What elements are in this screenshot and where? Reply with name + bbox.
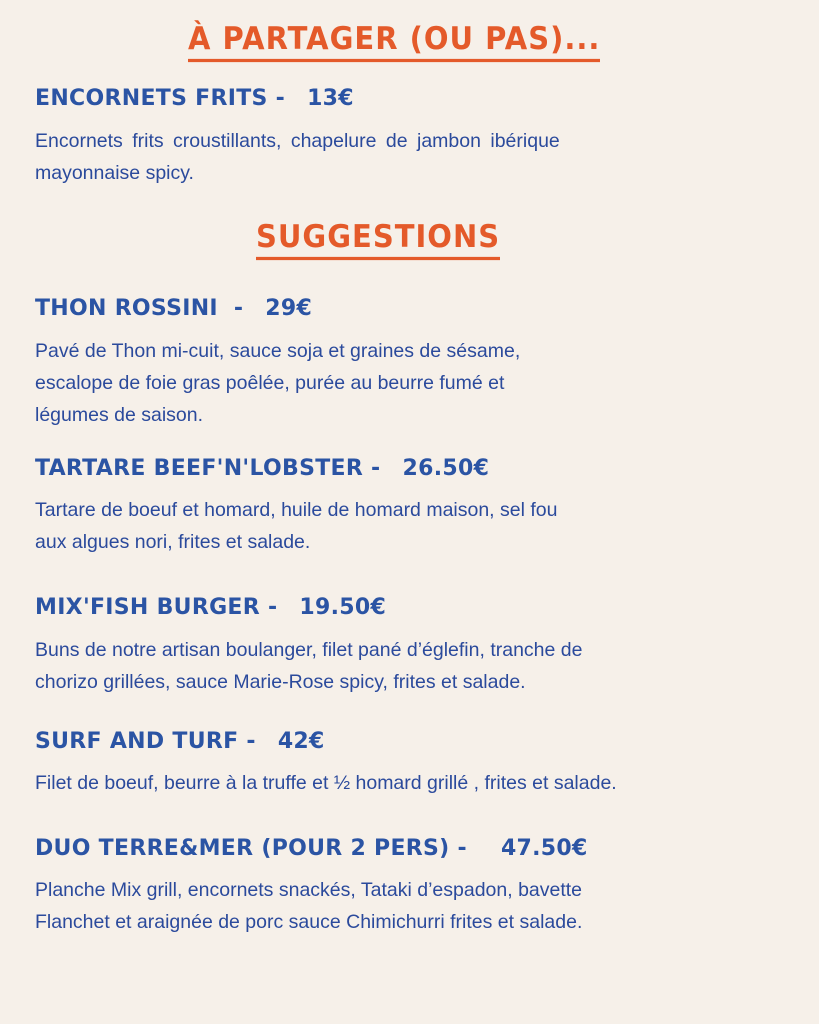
menu-item-title	[35, 729, 325, 754]
description-line: Flanchet et araignée de porc sauce Chimichurri frites et salade.	[35, 911, 583, 933]
item-name: THON ROSSINI -	[35, 296, 244, 321]
description-line: aux algues nori, frites et salade.	[35, 531, 311, 553]
description-line: Planche Mix grill, encornets snackés, Tataki d’espadon, bavette	[35, 879, 583, 901]
item-price: 13€	[307, 86, 354, 111]
menu-item-description	[35, 494, 557, 558]
menu-item-title	[35, 595, 386, 620]
menu-item-description	[35, 125, 560, 189]
item-price: 47.50€	[500, 836, 588, 861]
item-price: 19.50€	[299, 595, 387, 620]
item-name: DUO TERRE&MER (POUR 2 PERS) -	[35, 836, 467, 861]
section-title-text: SUGGESTIONS	[256, 218, 501, 255]
menu-item-description	[35, 634, 582, 698]
menu-item-title	[35, 456, 489, 481]
description-line: escalope de foie gras poêlée, purée au beurre fumé et	[35, 372, 505, 394]
description-line: Filet de boeuf, beurre à la truffe et ½ homard grillé , frites et salade.	[35, 772, 617, 794]
item-name: TARTARE BEEF'N'LOBSTER -	[35, 456, 381, 481]
item-price: 29€	[265, 296, 313, 321]
section-title-underline	[256, 257, 500, 260]
section-title-a-partager	[188, 20, 600, 62]
item-name: MIX'FISH BURGER -	[35, 595, 278, 620]
description-line: chorizo grillées, sauce Marie-Rose spicy, frites et salade.	[35, 671, 526, 693]
menu-item-title	[35, 836, 588, 861]
menu-item-title	[35, 296, 312, 321]
menu-item-title	[35, 86, 354, 111]
description-line: Tartare de boeuf et homard, huile de homard maison, sel fou	[35, 499, 558, 521]
description-line: mayonnaise spicy.	[35, 162, 194, 184]
description-line: légumes de saison.	[35, 404, 204, 426]
item-price: 26.50€	[402, 456, 490, 481]
section-title-suggestions	[256, 218, 500, 260]
description-line: Encornets frits croustillants, chapelure de jambon ibérique	[35, 130, 560, 152]
item-name: ENCORNETS FRITS -	[35, 86, 286, 111]
item-price: 42€	[277, 729, 325, 754]
section-title-underline	[188, 59, 600, 62]
item-name: SURF AND TURF -	[35, 729, 256, 754]
description-line: Pavé de Thon mi-cuit, sauce soja et graines de sésame,	[35, 340, 521, 362]
menu-item-description	[35, 874, 582, 938]
menu-item-description	[35, 767, 617, 799]
description-line: Buns de notre artisan boulanger, filet pané d’églefin, tranche de	[35, 639, 583, 661]
menu-item-description	[35, 335, 520, 431]
section-title-text: À PARTAGER (OU PAS)...	[188, 20, 601, 57]
